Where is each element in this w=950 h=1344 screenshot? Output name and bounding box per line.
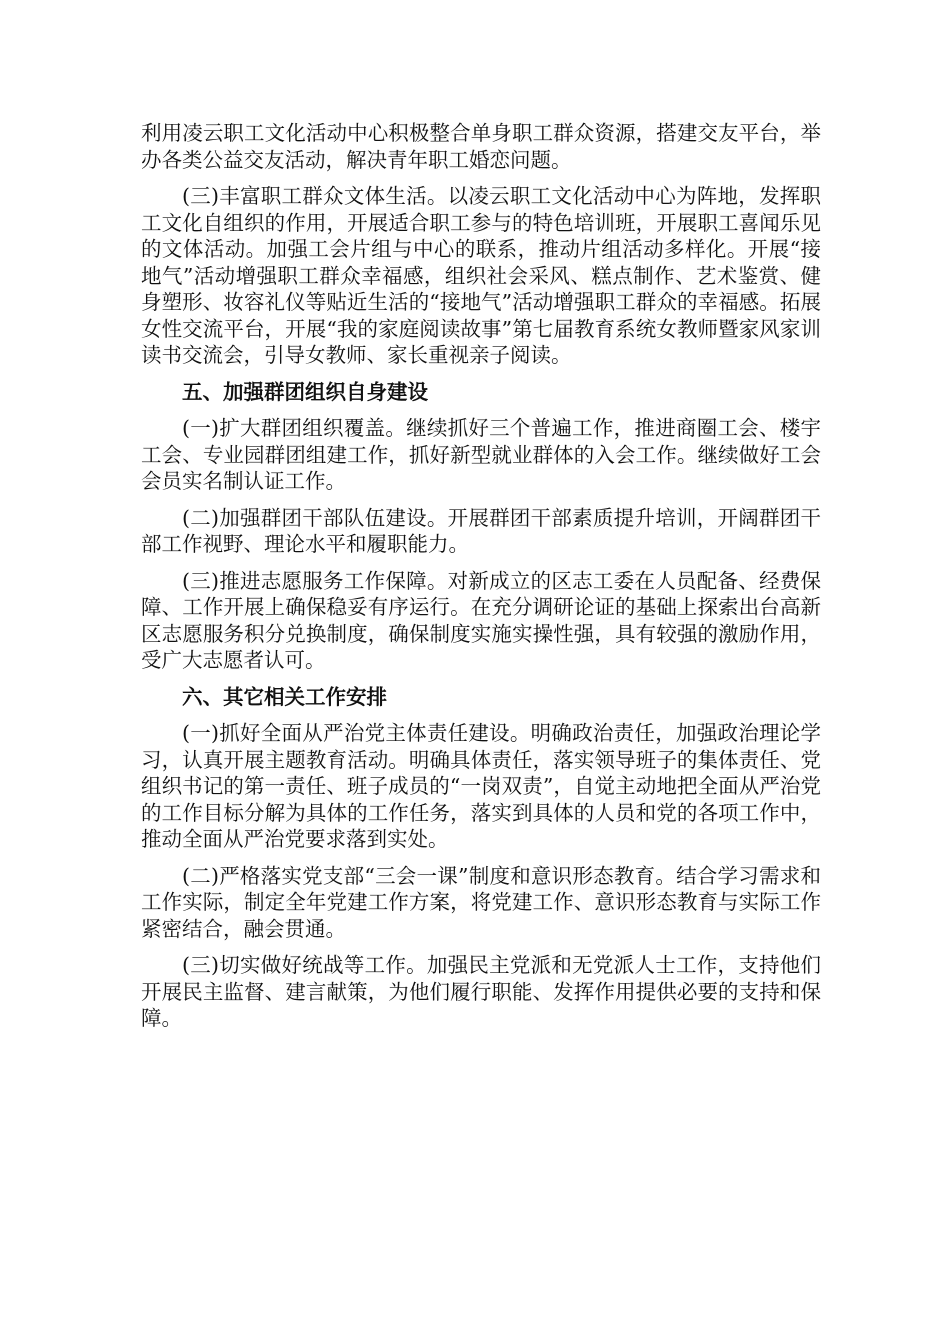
document-body [141,120,821,1042]
paragraph-party-branch: (二)严格落实党支部“三会一课”制度和意识形态教育。结合学习需求和工作实际，制定全年党建工作方案，将党建工作、意识形态教育与实际工作紧密结合，融会贯通。 [141,863,821,941]
paragraph-cadre-team: (二)加强群团干部队伍建设。开展群团干部素质提升培训，开阔群团干部工作视野、理论水平和履职能力。 [141,505,821,556]
paragraph-continuation: 利用凌云职工文化活动中心积极整合单身职工群众资源，搭建交友平台，举办各类公益交友活动，解决青年职工婚恋问题。 [141,121,821,172]
paragraph-party-governance: (一)抓好全面从严治党主体责任建设。明确政治责任，加强政治理论学习，认真开展主题教育活动。明确具体责任，落实领导班子的集体责任、党组织书记的第一责任、班子成员的“一岗双责”，自觉主动地把全面从严治党的工作目标分解为具体的工作任务，落实到具体的人员和党的各项工作中，推动全面从严治党要求落到实处。 [141,721,821,851]
paragraph-culture-sports: (三)丰富职工群众文体生活。以凌云职工文化活动中心为阵地，发挥职工文化自组织的作用，开展适合职工参与的特色培训班，开展职工喜闻乐见的文体活动。加强工会片组与中心的联系，推动片组活动多样化。开展“接地气”活动增强职工群众幸福感，组织社会采风、糕点制作、艺术鉴赏、健身塑形、妆容礼仪等贴近生活的“接地气”活动增强职工群众的幸福感。拓展女性交流平台，开展“我的家庭阅读故事”第七届教育系统女教师暨家风家训读书交流会，引导女教师、家长重视亲子阅读。 [141,184,821,367]
paragraph-volunteer-service: (三)推进志愿服务工作保障。对新成立的区志工委在人员配备、经费保障、工作开展上确保稳妥有序运行。在充分调研论证的基础上探索出台高新区志愿服务积分兑换制度，确保制度实施实操性强，具有较强的激励作用，受广大志愿者认可。 [141,568,821,672]
section-heading-five: 五、加强群团组织自身建设 [182,379,428,404]
section-heading-six: 六、其它相关工作安排 [182,684,387,709]
paragraph-expand-coverage: (一)扩大群团组织覆盖。继续抓好三个普遍工作，推进商圈工会、楼宇工会、专业园群团组建工作，抓好新型就业群体的入会工作。继续做好工会会员实名制认证工作。 [141,416,821,493]
paragraph-united-front: (三)切实做好统战等工作。加强民主党派和无党派人士工作，支持他们开展民主监督、建言献策，为他们履行职能、发挥作用提供必要的支持和保障。 [141,953,821,1030]
